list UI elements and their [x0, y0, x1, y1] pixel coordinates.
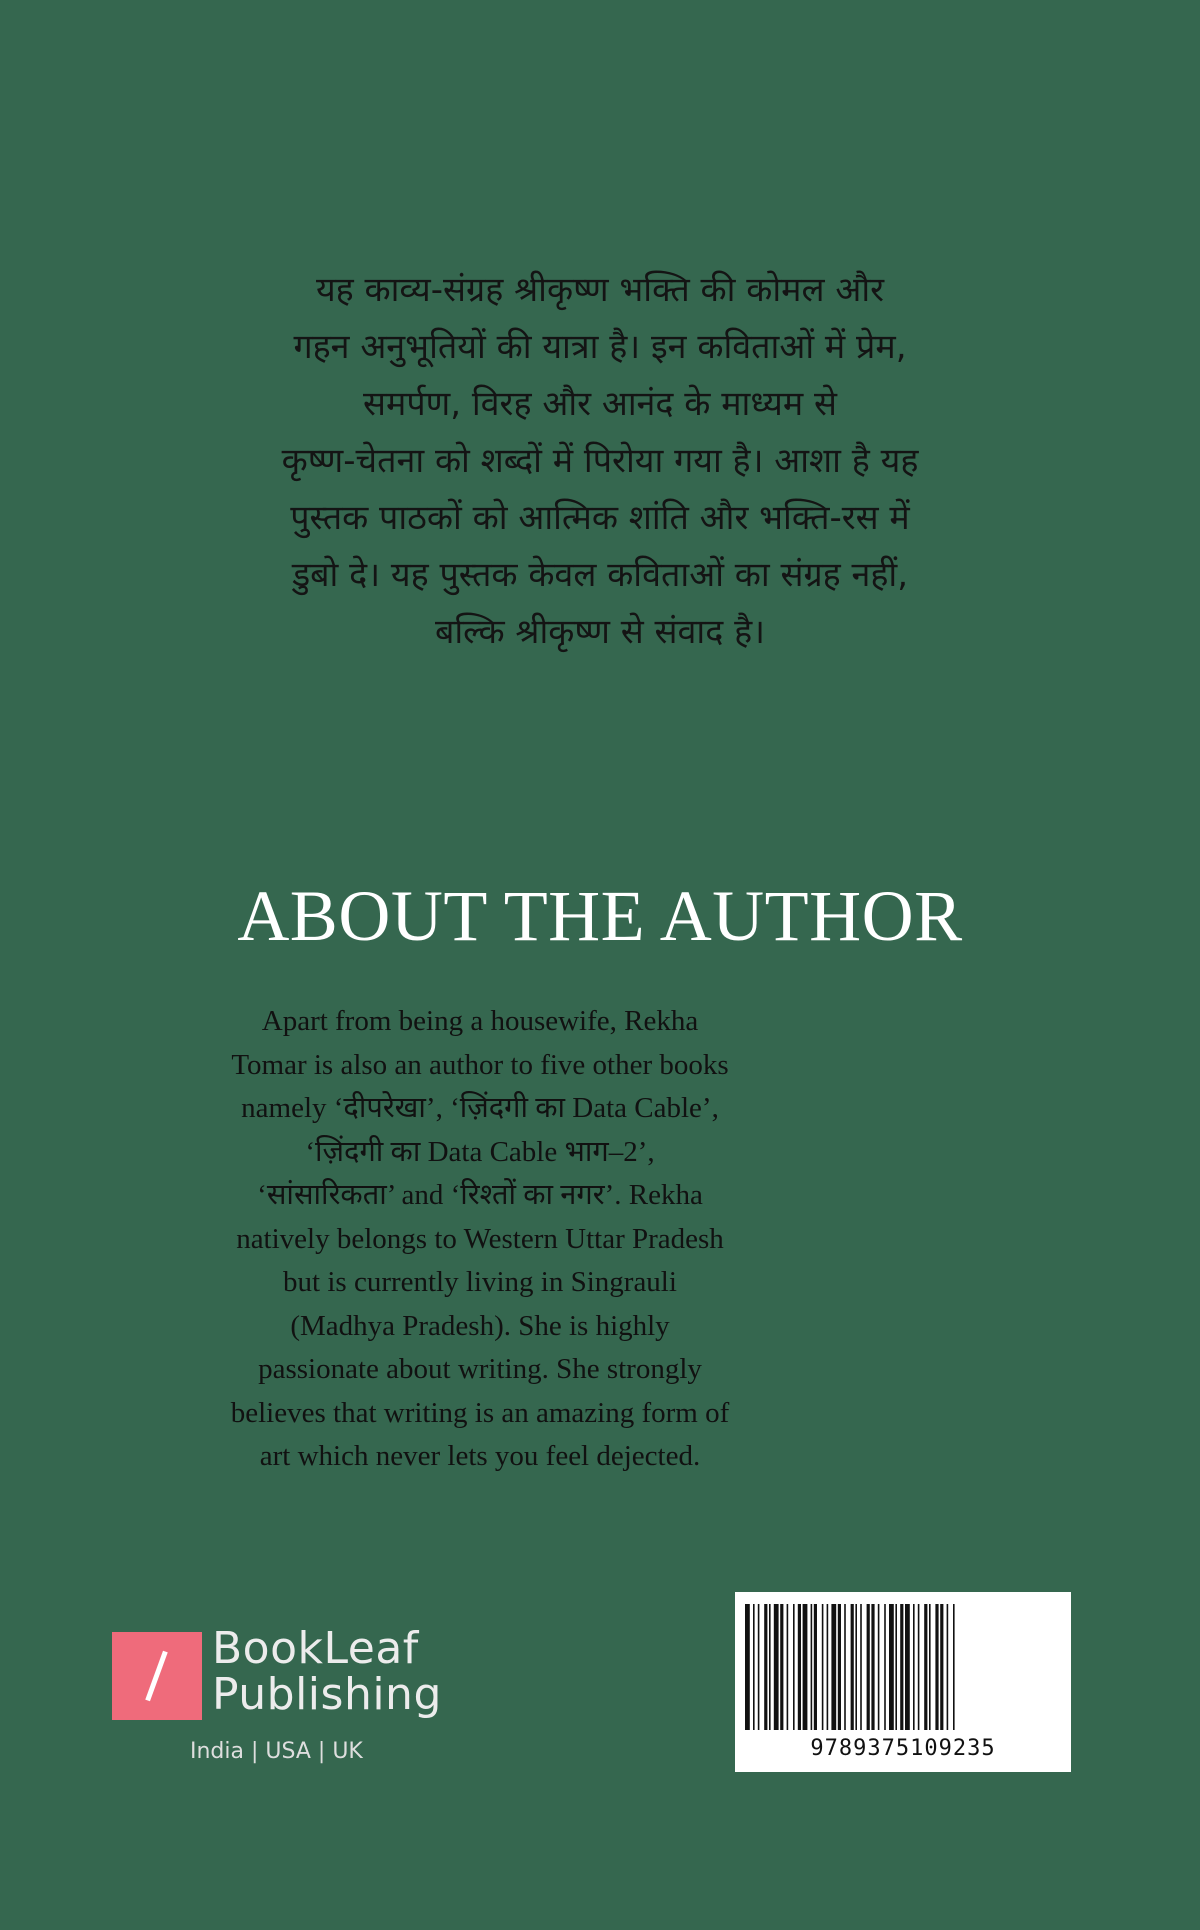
blurb-line: बल्कि श्रीकृष्ण से संवाद है। — [434, 612, 766, 652]
blurb-line: डुबो दे। यह पुस्तक केवल कविताओं का संग्रह नहीं, — [291, 555, 909, 595]
bio-line: passionate about writing. She strongly — [258, 1353, 702, 1385]
publisher-regions: India | USA | UK — [190, 1739, 363, 1764]
barcode-bar — [798, 1604, 801, 1730]
barcode-bar — [803, 1604, 808, 1730]
publisher-name-line1: BookLeaf — [212, 1623, 419, 1674]
barcode-bar — [753, 1604, 755, 1730]
barcode-bar — [745, 1604, 750, 1730]
hindi-blurb — [200, 262, 1000, 661]
blurb-line: गहन अनुभूतियों की यात्रा है। इन कविताओं में प्रेम, — [293, 327, 907, 367]
barcode-bar — [913, 1604, 915, 1730]
isbn-barcode — [735, 1592, 1071, 1772]
isbn-number: 9789375109235 — [810, 1736, 996, 1761]
barcode-bar — [758, 1604, 760, 1730]
barcode-bar — [871, 1604, 874, 1730]
bio-line: believes that writing is an amazing form of — [230, 1396, 730, 1429]
barcode-bar — [884, 1604, 886, 1730]
barcode-bar — [769, 1604, 771, 1730]
barcode-bar — [764, 1604, 767, 1730]
barcode-bar — [918, 1604, 920, 1730]
slash-icon — [145, 1651, 167, 1702]
bio-line: ‘ज़िंदगी का Data Cable भाग–2’, — [305, 1135, 655, 1168]
blurb-line: यह काव्य-संग्रह श्रीकृष्ण भक्ति की कोमल और — [315, 270, 885, 310]
logo-mark — [112, 1632, 202, 1720]
author-bio — [180, 1000, 780, 1479]
barcode-bar — [851, 1604, 854, 1730]
blurb-line: पुस्तक पाठकों को आत्मिक शांति और भक्ति-रस में — [290, 498, 910, 538]
barcode-bar — [780, 1604, 783, 1730]
barcode-bar — [895, 1604, 897, 1730]
bio-line: ‘सांसारिकता’ and ‘रिश्तों का नगर’. Rekha — [257, 1179, 703, 1211]
bio-line: (Madhya Pradesh). She is highly — [290, 1309, 670, 1342]
barcode-bar — [844, 1604, 846, 1730]
barcode-bar — [905, 1604, 910, 1730]
barcode-bar — [827, 1604, 829, 1730]
barcode-bar — [935, 1604, 938, 1730]
bio-line: Tomar is also an author to five other books — [231, 1048, 729, 1081]
publisher-logo — [112, 1623, 472, 1770]
bio-line: art which never lets you feel dejected. — [259, 1440, 701, 1472]
blurb-line: समर्पण, विरह और आनंद के माध्यम से — [363, 384, 837, 424]
barcode-bar — [889, 1604, 894, 1730]
barcode-bar — [855, 1604, 857, 1730]
about-the-author-heading: ABOUT THE AUTHOR — [237, 876, 963, 956]
barcode-bar — [787, 1604, 789, 1730]
bio-line: natively belongs to Western Uttar Pradesh — [236, 1222, 724, 1255]
barcode-bar — [867, 1604, 870, 1730]
bio-line: Apart from being a housewife, Rekha — [261, 1005, 699, 1037]
barcode-bar — [878, 1604, 880, 1730]
bio-line: namely ‘दीपरेखा’, ‘ज़िंदगी का Data Cable’, — [241, 1092, 719, 1124]
barcode-bar — [924, 1604, 927, 1730]
barcode-bar — [929, 1604, 931, 1730]
barcode-bar — [940, 1604, 943, 1730]
barcode-bar — [900, 1604, 903, 1730]
barcode-bar — [811, 1604, 813, 1730]
publisher-name-line2: Publishing — [212, 1669, 442, 1720]
barcode-bar — [822, 1604, 824, 1730]
barcode-bar — [860, 1604, 862, 1730]
bio-line: but is currently living in Singrauli — [283, 1266, 677, 1298]
barcode-bar — [774, 1604, 779, 1730]
barcode-bar — [793, 1604, 795, 1730]
barcode-bar — [838, 1604, 841, 1730]
barcode-bar — [947, 1604, 949, 1730]
barcode-bar — [814, 1604, 817, 1730]
blurb-line: कृष्ण-चेतना को शब्दों में पिरोया गया है। आशा है यह — [281, 441, 919, 481]
barcode-bar — [953, 1604, 955, 1730]
barcode-bar — [831, 1604, 836, 1730]
